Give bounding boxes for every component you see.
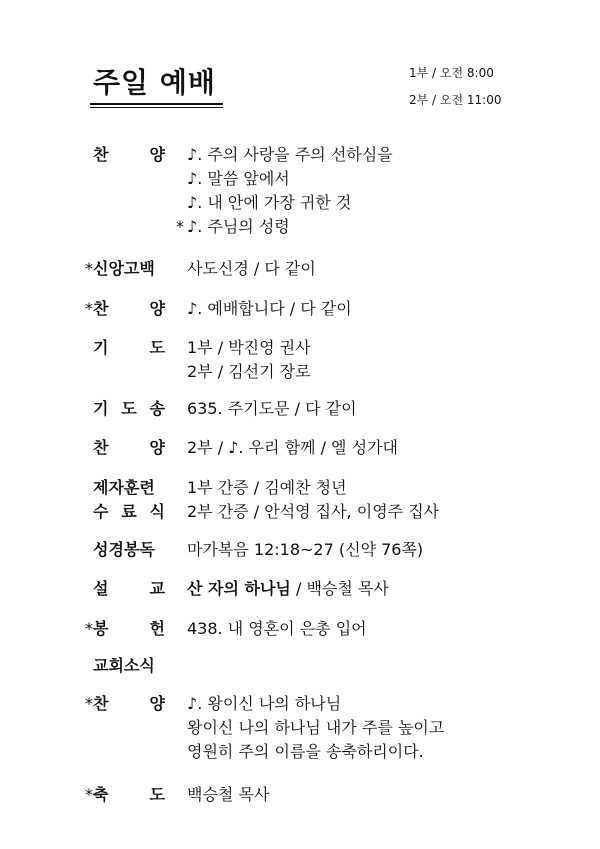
label-char: 양 (149, 438, 165, 457)
label-char: 송 (149, 399, 165, 418)
order-label: 성경봉독 (93, 540, 155, 559)
hymn-line (176, 215, 393, 239)
standing-marker: * (85, 259, 93, 278)
sermon-line (187, 577, 389, 601)
label-char: 도 (121, 399, 137, 418)
label-char: 기 (93, 338, 109, 357)
order-label (93, 783, 165, 807)
order-label (93, 436, 165, 460)
label-char: 찬 (93, 299, 109, 318)
standing-marker: * (85, 785, 93, 804)
service-time-first: 1부 / 오전 8:00 (409, 66, 494, 80)
label-char: 교 (149, 579, 165, 598)
sermon-preacher: / 백승철 목사 (290, 579, 389, 598)
order-content (187, 257, 316, 281)
standing-marker: * (176, 217, 184, 236)
order-content (187, 336, 311, 384)
label-char: 축 (93, 785, 109, 804)
order-content (187, 476, 347, 500)
order-label: 제자훈련 (93, 478, 155, 497)
hymn-line: 영원히 주의 이름을 송축하리이다. (187, 742, 424, 761)
hymn-line: ♪. 주의 사랑을 주의 선하심을 (187, 145, 393, 164)
hymn-line: ♪. 내 안에 가장 귀한 것 (187, 193, 352, 212)
order-line: 635. 주기도문 / 다 같이 (187, 399, 357, 418)
label-char: 찬 (93, 694, 109, 713)
label-char: 양 (149, 694, 165, 713)
label-char: 기 (93, 399, 109, 418)
label-char: 헌 (149, 619, 165, 638)
label-char: 도 (149, 338, 165, 357)
order-label: 신앙고백 (93, 259, 155, 278)
order-content (187, 617, 367, 641)
standing-marker: * (85, 619, 93, 638)
label-char: 양 (149, 145, 165, 164)
order-line: 사도신경 / 다 같이 (187, 259, 316, 278)
order-content (187, 397, 357, 421)
label-char: 식 (149, 502, 165, 521)
order-label (93, 692, 165, 716)
order-line: 백승철 목사 (187, 785, 270, 804)
order-line: 마가복음 12:18~27 (신약 76쪽) (187, 540, 424, 559)
hymn-line: 왕이신 나의 하나님 내가 주를 높이고 (187, 718, 445, 737)
order-content (187, 538, 423, 562)
order-content (187, 783, 269, 807)
order-label (93, 336, 165, 360)
order-label: 교회소식 (93, 656, 155, 675)
order-content (187, 436, 398, 460)
standing-marker: * (85, 694, 93, 713)
sermon-title: 산 자의 하나님 (187, 579, 291, 598)
order-content (187, 577, 389, 601)
order-line: 438. 내 영혼이 은총 입어 (187, 619, 367, 638)
order-label (93, 577, 165, 601)
label-char: 봉 (93, 619, 109, 638)
label-char: 료 (121, 502, 137, 521)
service-time-second: 2부 / 오전 11:00 (409, 93, 502, 107)
order-label (93, 297, 165, 321)
label-char: 수 (93, 502, 109, 521)
label-char: 도 (149, 785, 165, 804)
standing-marker: * (85, 299, 93, 318)
order-content (187, 500, 439, 524)
order-line: ♪. 예배합니다 / 다 같이 (187, 299, 352, 318)
order-label (93, 617, 165, 641)
order-line: 1부 간증 / 김예찬 청년 (187, 478, 347, 497)
hymn-line: ♪. 말씀 앞에서 (187, 169, 290, 188)
hymn-line: ♪. 왕이신 나의 하나님 (187, 694, 342, 713)
label-char: 찬 (93, 438, 109, 457)
order-content (176, 143, 393, 239)
order-label (93, 397, 165, 421)
title-underline-thin (90, 107, 223, 108)
label-char: 찬 (93, 145, 109, 164)
title-underline-thick (90, 103, 223, 105)
order-line: 1부 / 박진영 권사 (187, 338, 311, 357)
order-line: 2부 / ♪. 우리 함께 / 엘 성가대 (187, 438, 398, 457)
label-char: 설 (93, 579, 109, 598)
order-label (93, 143, 165, 167)
page-title: 주일 예배 (93, 66, 216, 99)
order-line: 2부 간증 / 안석영 집사, 이영주 집사 (187, 502, 440, 521)
hymn-line-text: ♪. 주님의 성령 (187, 217, 290, 236)
order-label (93, 500, 165, 524)
order-line: 2부 / 김선기 장로 (187, 362, 311, 381)
label-char: 양 (149, 299, 165, 318)
order-content (187, 692, 444, 764)
order-content (187, 297, 352, 321)
